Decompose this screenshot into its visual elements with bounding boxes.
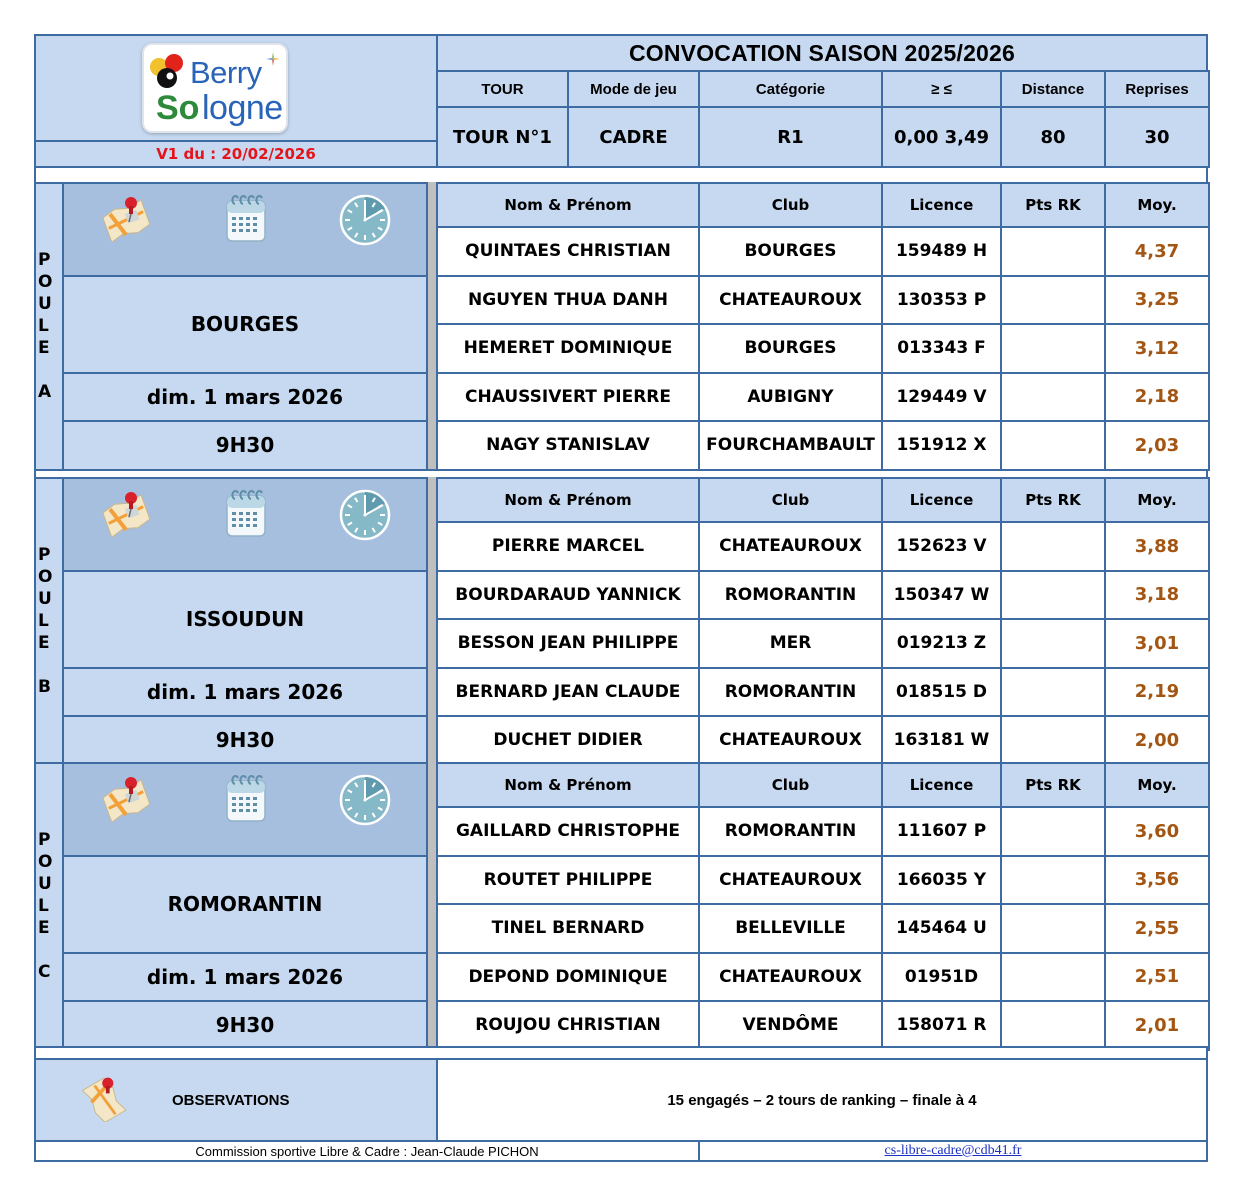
map-pin-icon	[80, 1074, 130, 1126]
player-pts	[1000, 372, 1106, 423]
column-header-club: Club	[698, 477, 883, 523]
poule-location: ROMORANTIN	[62, 855, 428, 954]
player-moy: 3,56	[1104, 855, 1210, 906]
player-moy: 3,60	[1104, 806, 1210, 857]
player-moy: 2,18	[1104, 372, 1210, 423]
player-club: CHATEAUROUX	[698, 855, 883, 906]
player-nom: BESSON JEAN PHILIPPE	[436, 618, 700, 669]
player-club: MER	[698, 618, 883, 669]
poule-letters	[38, 249, 52, 403]
player-nom: DEPOND DOMINIQUE	[436, 952, 700, 1003]
player-pts	[1000, 521, 1106, 572]
player-club: CHATEAUROUX	[698, 521, 883, 572]
player-pts	[1000, 323, 1106, 374]
poule-letter: E	[38, 918, 50, 939]
observations-label-cell	[34, 1058, 438, 1142]
poule-letter: O	[38, 567, 53, 588]
header-value-tour: TOUR N°1	[436, 106, 569, 168]
player-pts	[1000, 226, 1106, 277]
map-pin-icon	[99, 489, 153, 541]
billiard-balls-icon	[148, 53, 192, 93]
poule-location: BOURGES	[62, 275, 428, 374]
poule-letters	[38, 829, 52, 983]
player-pts	[1000, 855, 1106, 906]
header-col-tour: TOUR	[436, 70, 569, 108]
header-col-mode: Mode de jeu	[567, 70, 700, 108]
column-header-nom: Nom & Prénom	[436, 182, 700, 228]
player-pts	[1000, 667, 1106, 718]
player-nom: QUINTAES CHRISTIAN	[436, 226, 700, 277]
poule-letter: P	[38, 830, 51, 851]
poule-letter: U	[38, 294, 52, 315]
clock-icon	[339, 194, 391, 250]
column-header-nom: Nom & Prénom	[436, 477, 700, 523]
column-header-moy: Moy.	[1104, 762, 1210, 808]
column-header-licence: Licence	[881, 477, 1002, 523]
column-header-club: Club	[698, 182, 883, 228]
player-nom: PIERRE MARCEL	[436, 521, 700, 572]
player-club: BOURGES	[698, 226, 883, 277]
header-value-reprises: 30	[1104, 106, 1210, 168]
player-club: CHATEAUROUX	[698, 275, 883, 326]
player-nom: HEMERET DOMINIQUE	[436, 323, 700, 374]
header-value-distance: 80	[1000, 106, 1106, 168]
player-licence: 159489 H	[881, 226, 1002, 277]
poule-date: dim. 1 mars 2026	[62, 667, 428, 718]
header-col-distance: Distance	[1000, 70, 1106, 108]
calendar-icon	[224, 774, 268, 828]
player-moy: 3,12	[1104, 323, 1210, 374]
logo-text-logne: logne	[202, 89, 283, 127]
clock-icon	[339, 774, 391, 830]
poule-letter: E	[38, 338, 50, 359]
player-moy: 4,37	[1104, 226, 1210, 277]
footer-email-cell	[698, 1140, 1208, 1162]
poule-letter: A	[38, 382, 52, 403]
player-nom: ROUTET PHILIPPE	[436, 855, 700, 906]
player-club: ROMORANTIN	[698, 667, 883, 718]
player-club: ROMORANTIN	[698, 570, 883, 621]
player-nom: TINEL BERNARD	[436, 903, 700, 954]
player-nom: BOURDARAUD YANNICK	[436, 570, 700, 621]
poule-time: 9H30	[62, 715, 428, 766]
player-moy: 2,51	[1104, 952, 1210, 1003]
version-label: V1 du : 20/02/2026	[34, 140, 438, 168]
page-title: CONVOCATION SAISON 2025/2026	[436, 34, 1208, 72]
player-licence: 152623 V	[881, 521, 1002, 572]
player-pts	[1000, 570, 1106, 621]
email-link[interactable]: cs-libre-cadre@cdb41.fr	[884, 1143, 1022, 1158]
player-club: AUBIGNY	[698, 372, 883, 423]
player-club: VENDÔME	[698, 1000, 883, 1051]
player-nom: NGUYEN THUA DANH	[436, 275, 700, 326]
player-club: BELLEVILLE	[698, 903, 883, 954]
poule-letter: U	[38, 589, 52, 610]
player-pts	[1000, 806, 1106, 857]
column-header-moy: Moy.	[1104, 477, 1210, 523]
player-licence: 150347 W	[881, 570, 1002, 621]
player-moy: 3,01	[1104, 618, 1210, 669]
player-pts	[1000, 1000, 1106, 1051]
player-licence: 019213 Z	[881, 618, 1002, 669]
player-moy: 2,01	[1104, 1000, 1210, 1051]
column-header-pts: Pts RK	[1000, 182, 1106, 228]
calendar-icon	[224, 194, 268, 248]
column-header-club: Club	[698, 762, 883, 808]
poule-letter: C	[38, 962, 51, 983]
player-licence: 145464 U	[881, 903, 1002, 954]
player-nom: GAILLARD CHRISTOPHE	[436, 806, 700, 857]
poule-icons-header	[62, 477, 428, 572]
poule-icons-header	[62, 182, 428, 277]
player-licence: 111607 P	[881, 806, 1002, 857]
poule-time: 9H30	[62, 420, 428, 471]
column-header-pts: Pts RK	[1000, 477, 1106, 523]
player-club: BOURGES	[698, 323, 883, 374]
header-col-reprises: Reprises	[1104, 70, 1210, 108]
poule-letter: P	[38, 250, 51, 271]
player-pts	[1000, 420, 1106, 471]
player-licence: 151912 X	[881, 420, 1002, 471]
column-header-nom: Nom & Prénom	[436, 762, 700, 808]
player-moy: 3,25	[1104, 275, 1210, 326]
poule-letter: U	[38, 874, 52, 895]
poule-letter: E	[38, 633, 50, 654]
poule-side-label-1	[34, 182, 64, 471]
observations-label: OBSERVATIONS	[172, 1091, 290, 1109]
poule-location: ISSOUDUN	[62, 570, 428, 669]
poule-icons-header	[62, 762, 428, 857]
column-header-licence: Licence	[881, 762, 1002, 808]
column-header-moy: Moy.	[1104, 182, 1210, 228]
map-pin-icon	[99, 774, 153, 826]
poule-letter: O	[38, 272, 53, 293]
player-licence: 01951D	[881, 952, 1002, 1003]
player-moy: 2,55	[1104, 903, 1210, 954]
column-header-pts: Pts RK	[1000, 762, 1106, 808]
player-club: ROMORANTIN	[698, 806, 883, 857]
player-nom: BERNARD JEAN CLAUDE	[436, 667, 700, 718]
logo-text-berry: Berry	[190, 55, 262, 90]
player-moy: 2,03	[1104, 420, 1210, 471]
header-value-categorie: R1	[698, 106, 883, 168]
header-col-range: ≥ ≤	[881, 70, 1002, 108]
player-club: CHATEAUROUX	[698, 952, 883, 1003]
poule-date: dim. 1 mars 2026	[62, 372, 428, 423]
player-nom: NAGY STANISLAV	[436, 420, 700, 471]
player-pts	[1000, 715, 1106, 766]
poule-letter: B	[38, 677, 51, 698]
player-nom: CHAUSSIVERT PIERRE	[436, 372, 700, 423]
poule-letter: L	[38, 896, 49, 917]
poule-letter: P	[38, 545, 51, 566]
player-licence: 166035 Y	[881, 855, 1002, 906]
player-moy: 3,18	[1104, 570, 1210, 621]
player-pts	[1000, 903, 1106, 954]
player-moy: 3,88	[1104, 521, 1210, 572]
footer-commission: Commission sportive Libre & Cadre : Jean-Claude PICHON	[34, 1140, 700, 1162]
header-value-range: 0,00 3,49	[881, 106, 1002, 168]
poule-side-label-2	[34, 477, 64, 766]
player-licence: 163181 W	[881, 715, 1002, 766]
column-header-licence: Licence	[881, 182, 1002, 228]
header-col-categorie: Catégorie	[698, 70, 883, 108]
poule-letter: L	[38, 316, 49, 337]
logo-plus-icon	[266, 51, 280, 65]
player-pts	[1000, 275, 1106, 326]
player-club: FOURCHAMBAULT	[698, 420, 883, 471]
player-club: CHATEAUROUX	[698, 715, 883, 766]
player-licence: 013343 F	[881, 323, 1002, 374]
berry-sologne-logo	[142, 43, 288, 133]
poule-letter: O	[38, 852, 53, 873]
player-nom: DUCHET DIDIER	[436, 715, 700, 766]
player-nom: ROUJOU CHRISTIAN	[436, 1000, 700, 1051]
player-moy: 2,19	[1104, 667, 1210, 718]
player-pts	[1000, 952, 1106, 1003]
calendar-icon	[224, 489, 268, 543]
poule-letter: L	[38, 611, 49, 632]
poule-time: 9H30	[62, 1000, 428, 1051]
player-licence: 018515 D	[881, 667, 1002, 718]
observations-text: 15 engagés – 2 tours de ranking – finale à 4	[436, 1058, 1208, 1142]
poule-side-label-3	[34, 762, 64, 1051]
header-value-mode: CADRE	[567, 106, 700, 168]
player-moy: 2,00	[1104, 715, 1210, 766]
logo-text-so: So	[156, 89, 200, 127]
poule-letters	[38, 544, 52, 698]
player-licence: 158071 R	[881, 1000, 1002, 1051]
player-pts	[1000, 618, 1106, 669]
clock-icon	[339, 489, 391, 545]
player-licence: 130353 P	[881, 275, 1002, 326]
player-licence: 129449 V	[881, 372, 1002, 423]
poule-date: dim. 1 mars 2026	[62, 952, 428, 1003]
map-pin-icon	[99, 194, 153, 246]
